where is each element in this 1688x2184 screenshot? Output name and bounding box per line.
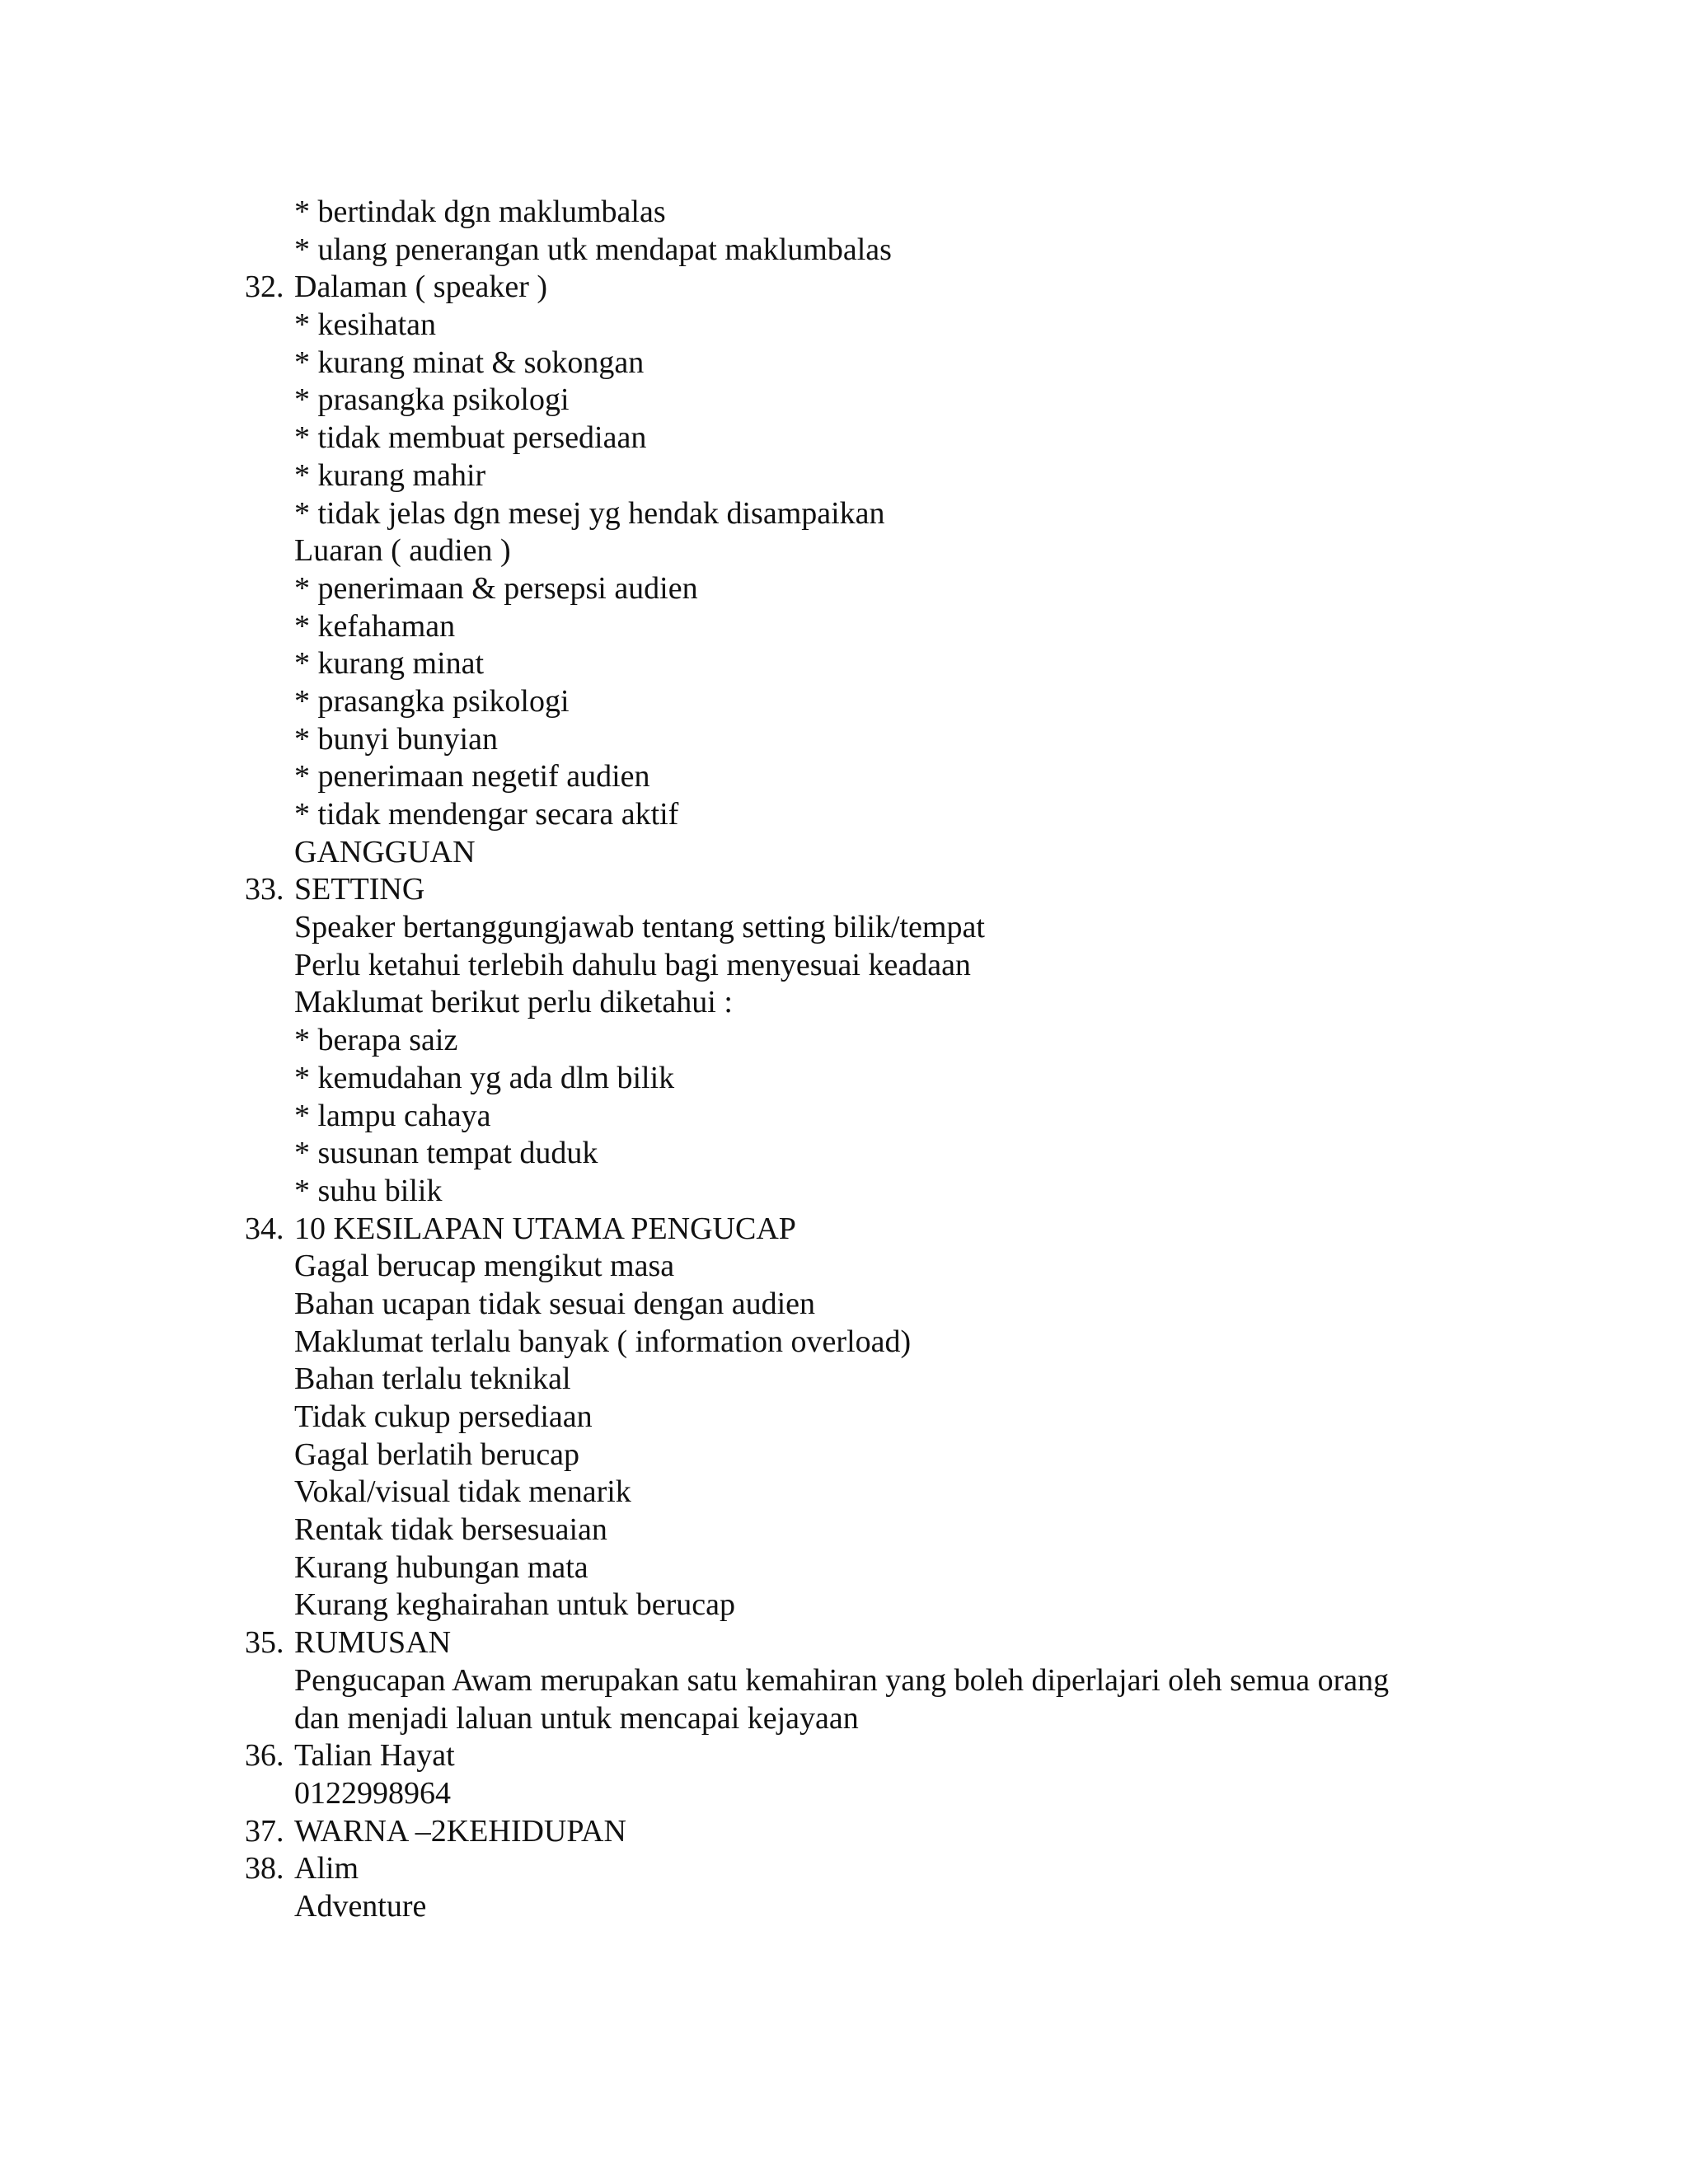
line-text: Gagal berlatih berucap — [294, 1436, 580, 1472]
line-text: * tidak mendengar secara aktif — [294, 797, 679, 832]
line-text: WARNA –2KEHIDUPAN — [294, 1813, 626, 1849]
line-text: * penerimaan & persepsi audien — [294, 570, 698, 606]
item-number: 36. — [245, 1738, 284, 1774]
list-line — [0, 1549, 1688, 1587]
line-text: * kesihatan — [294, 307, 437, 343]
line-text: * tidak jelas dgn mesej yg hendak disampaikan — [294, 495, 885, 531]
line-text: Adventure — [294, 1888, 427, 1924]
list-line — [0, 796, 1688, 834]
line-text: SETTING — [294, 872, 425, 907]
list-line — [0, 1324, 1688, 1361]
list-line — [0, 1888, 1688, 1926]
line-text: 10 KESILAPAN UTAMA PENGUCAP — [294, 1211, 796, 1246]
list-line — [0, 1173, 1688, 1211]
list-line — [0, 570, 1688, 608]
list-line — [0, 1022, 1688, 1060]
list-line — [0, 194, 1688, 232]
list-line — [0, 1511, 1688, 1549]
line-text: * suhu bilik — [294, 1173, 443, 1208]
item-number: 34. — [245, 1211, 284, 1246]
line-text: Dalaman ( speaker ) — [294, 269, 548, 305]
list-line — [0, 419, 1688, 457]
numbered-list-item — [0, 1624, 1688, 1662]
line-text: * kemudahan yg ada dlm bilik — [294, 1060, 675, 1095]
list-line — [0, 495, 1688, 533]
numbered-list-item — [0, 871, 1688, 909]
list-line — [0, 758, 1688, 796]
line-text: Pengucapan Awam merupakan satu kemahiran yang boleh diperlajari oleh semua orang — [294, 1662, 1390, 1698]
item-number: 35. — [245, 1625, 284, 1661]
line-text: * penerimaan negetif audien — [294, 759, 650, 794]
line-text: * berapa saiz — [294, 1023, 458, 1058]
list-line — [0, 382, 1688, 419]
numbered-list-item — [0, 1850, 1688, 1888]
list-line — [0, 608, 1688, 646]
list-line — [0, 909, 1688, 947]
line-text: * kurang mahir — [294, 457, 486, 493]
line-text: Alim — [294, 1851, 359, 1886]
line-text: * tidak membuat persediaan — [294, 420, 647, 456]
line-text: Bahan ucapan tidak sesuai dengan audien — [294, 1286, 816, 1321]
list-line — [0, 1436, 1688, 1474]
line-text: * kefahaman — [294, 608, 456, 644]
item-number: 38. — [245, 1851, 284, 1886]
list-line — [0, 1399, 1688, 1436]
line-text: * kurang minat & sokongan — [294, 344, 645, 380]
list-line — [0, 307, 1688, 344]
document-body — [0, 194, 1688, 1926]
list-line — [0, 645, 1688, 683]
line-text: Kurang keghairahan untuk berucap — [294, 1587, 735, 1623]
numbered-list-item — [0, 1211, 1688, 1249]
list-line — [0, 683, 1688, 721]
list-line — [0, 1060, 1688, 1098]
list-line — [0, 1361, 1688, 1399]
line-text: Bahan terlalu teknikal — [294, 1361, 571, 1397]
numbered-list-item — [0, 1813, 1688, 1851]
line-text: Perlu ketahui terlebih dahulu bagi menyesuai keadaan — [294, 947, 971, 982]
list-line — [0, 1474, 1688, 1511]
list-line — [0, 1700, 1688, 1738]
line-text: * bunyi bunyian — [294, 721, 498, 757]
line-text: * prasangka psikologi — [294, 382, 570, 418]
line-text: Maklumat berikut perlu diketahui : — [294, 985, 733, 1020]
line-text: 0122998964 — [294, 1775, 451, 1811]
line-text: Maklumat terlalu banyak ( information overload) — [294, 1324, 912, 1359]
line-text: * ulang penerangan utk mendapat maklumbalas — [294, 232, 892, 267]
line-text: Vokal/visual tidak menarik — [294, 1474, 631, 1510]
item-number: 32. — [245, 269, 284, 305]
item-number: 33. — [245, 872, 284, 907]
numbered-list-item — [0, 269, 1688, 307]
list-line — [0, 1586, 1688, 1624]
list-line — [0, 721, 1688, 759]
list-line — [0, 532, 1688, 570]
line-text: RUMUSAN — [294, 1625, 452, 1661]
list-line — [0, 344, 1688, 382]
line-text: Talian Hayat — [294, 1738, 455, 1774]
list-line — [0, 947, 1688, 985]
line-text: dan menjadi laluan untuk mencapai kejayaan — [294, 1700, 859, 1736]
line-text: Rentak tidak bersesuaian — [294, 1512, 607, 1548]
list-line — [0, 1248, 1688, 1286]
list-line — [0, 1775, 1688, 1813]
list-line — [0, 1286, 1688, 1324]
list-line — [0, 1662, 1688, 1700]
line-text: Luaran ( audien ) — [294, 533, 511, 569]
line-text: Gagal berucap mengikut masa — [294, 1249, 675, 1284]
numbered-list-item — [0, 1737, 1688, 1775]
item-number: 37. — [245, 1813, 284, 1849]
list-line — [0, 834, 1688, 872]
line-text: GANGGUAN — [294, 834, 476, 869]
line-text: * lampu cahaya — [294, 1098, 491, 1133]
line-text: Speaker bertanggungjawab tentang setting bilik/tempat — [294, 910, 985, 945]
line-text: * prasangka psikologi — [294, 683, 570, 719]
list-line — [0, 457, 1688, 495]
list-line — [0, 984, 1688, 1022]
line-text: Tidak cukup persediaan — [294, 1399, 593, 1434]
list-line — [0, 1135, 1688, 1173]
list-line — [0, 232, 1688, 269]
line-text: * bertindak dgn maklumbalas — [294, 194, 666, 229]
line-text: Kurang hubungan mata — [294, 1549, 588, 1585]
list-line — [0, 1098, 1688, 1136]
line-text: * susunan tempat duduk — [294, 1136, 598, 1171]
line-text: * kurang minat — [294, 646, 485, 682]
